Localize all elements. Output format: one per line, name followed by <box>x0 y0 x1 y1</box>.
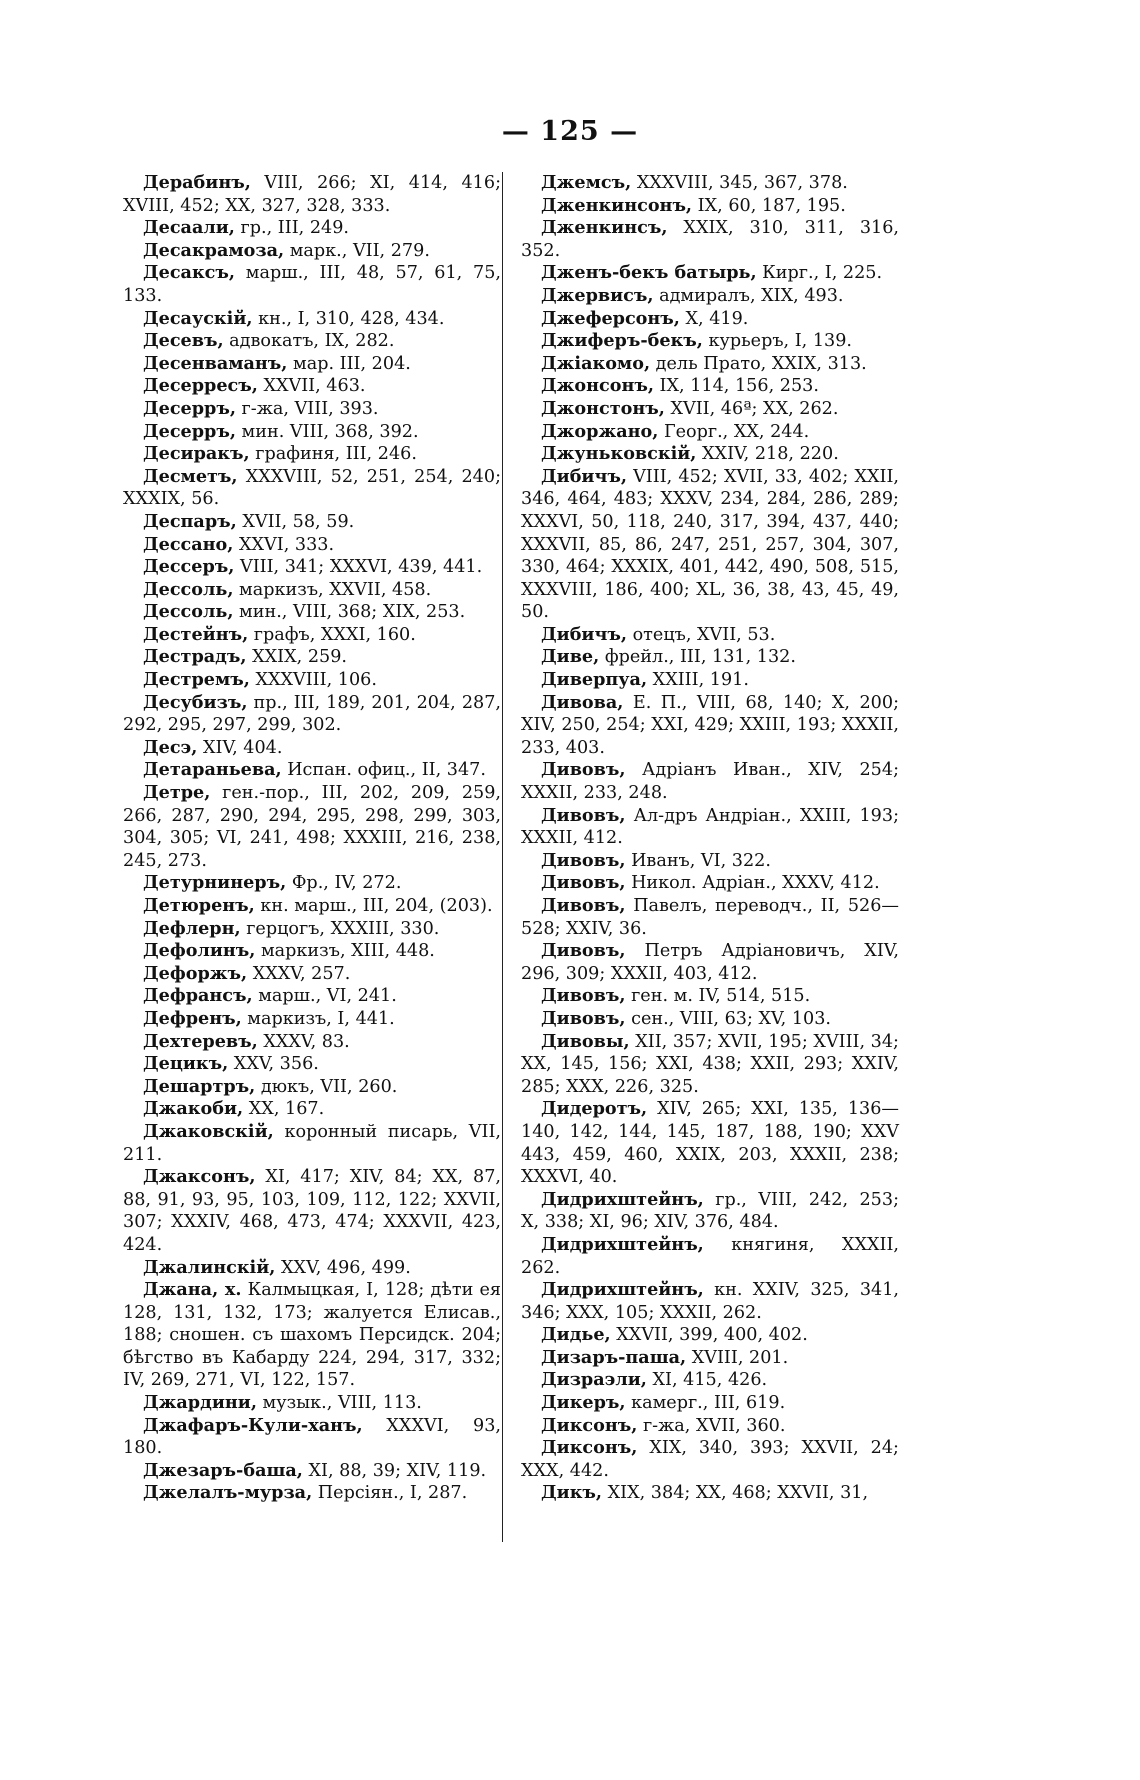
index-entry <box>123 963 501 986</box>
index-entry <box>123 1031 501 1054</box>
entry-references: гр., III, 249. <box>234 218 349 239</box>
entry-references: дюкъ, VII, 260. <box>255 1076 398 1097</box>
entry-references: XXXV, 83. <box>257 1031 350 1052</box>
index-entry <box>521 850 899 873</box>
entry-references: Ал-дръ Андріан., XXIII, 193; XXXII, 412. <box>521 805 899 849</box>
entry-headword: Джуньковскій, <box>541 443 697 465</box>
index-entry <box>123 172 501 217</box>
entry-headword: Дефлерн, <box>143 917 241 939</box>
index-entry <box>521 195 899 218</box>
index-entry <box>123 308 501 331</box>
entry-headword: Дидье, <box>541 1324 611 1346</box>
entry-references: герцогъ, XXXIII, 330. <box>240 918 440 939</box>
entry-references: адвокатъ, IX, 282. <box>223 331 395 352</box>
entry-references: ген. м. IV, 514, 515. <box>625 986 811 1007</box>
entry-headword: Десиракъ, <box>143 443 250 465</box>
index-entry <box>521 1008 899 1031</box>
entry-references: Фр., IV, 272. <box>286 873 402 894</box>
index-entry <box>521 353 899 376</box>
entry-headword: Дибичъ, <box>541 465 627 487</box>
entry-references: XIV, 404. <box>197 737 283 758</box>
entry-references: XI, 88, 39; XIV, 119. <box>302 1460 487 1481</box>
entry-references: XI, 417; XIV, 84; XX, 87, 88, 91, 93, 95, 103, 109, 112, 122; XXVII, 307; XXXIV, 468, 473, 474; XXXVII, 423, 424. <box>123 1167 501 1255</box>
entry-headword: Дибичъ, <box>541 623 627 645</box>
index-entry <box>521 1098 899 1188</box>
index-entry <box>521 646 899 669</box>
entry-headword: Джеферсонъ, <box>541 307 680 329</box>
entry-headword: Десевъ, <box>143 330 224 352</box>
entry-headword: Десенваманъ, <box>143 352 288 374</box>
index-entry <box>123 1415 501 1460</box>
index-entry <box>521 1369 899 1392</box>
index-entry <box>521 466 899 624</box>
entry-headword: Десэ, <box>143 736 198 758</box>
entry-headword: Дивовъ, <box>541 985 626 1007</box>
index-entry <box>123 1279 501 1392</box>
entry-references: XXXV, 257. <box>247 963 351 984</box>
entry-references: коронный писарь, VII, 211. <box>123 1121 501 1165</box>
index-entry <box>521 805 899 850</box>
entry-headword: Дизраэли, <box>541 1369 647 1391</box>
entry-headword: Дессоль, <box>143 601 234 623</box>
entry-references: Павелъ, переводч., II, 526—528; XXIV, 36. <box>521 896 899 939</box>
index-entry <box>521 1415 899 1438</box>
entry-references: кн. марш., III, 204, (203). <box>254 896 493 916</box>
index-entry <box>521 1437 899 1482</box>
entry-headword: Джаксонъ, <box>143 1166 256 1188</box>
index-entry <box>123 556 501 579</box>
index-entry <box>521 1279 899 1324</box>
entry-references: XXV, 496, 499. <box>275 1257 411 1278</box>
index-entry <box>521 1189 899 1234</box>
entry-headword: Дестремъ, <box>143 669 250 691</box>
entry-headword: Дженкинсонъ, <box>541 194 693 216</box>
entry-references: мар. III, 204. <box>287 353 411 374</box>
entry-references: Кирг., I, 225. <box>756 263 883 284</box>
entry-references: XXIV, 218, 220. <box>696 444 839 465</box>
entry-references: XIV, 265; XXI, 135, 136—140, 142, 144, 145, 187, 188, 190; XXV 443, 459, 460, XXIX, 203, XXXII, 238; XXXVI, 40. <box>521 1099 899 1188</box>
entry-headword: Десаускій, <box>143 307 253 329</box>
entry-headword: Джиферъ-бекъ, <box>541 330 703 352</box>
index-entry <box>123 330 501 353</box>
entry-references: Петръ Адріановичъ, XIV, 296, 309; XXXII, 403, 412. <box>521 941 899 984</box>
entry-references: дель Прато, XXIX, 313. <box>650 353 867 374</box>
index-entry <box>123 1482 501 1505</box>
entry-headword: Дидрихштейнъ, <box>541 1279 704 1301</box>
index-entry <box>123 375 501 398</box>
index-entry <box>521 262 899 285</box>
index-entry <box>123 534 501 557</box>
index-entry <box>123 511 501 534</box>
entry-headword: Джафаръ-Кули-ханъ, <box>143 1414 363 1436</box>
index-entry <box>123 240 501 263</box>
index-entry <box>521 759 899 804</box>
entry-headword: Десметъ, <box>143 465 238 487</box>
entry-references: камерг., III, 619. <box>625 1393 786 1414</box>
index-entry <box>521 443 899 466</box>
entry-headword: Джемсъ, <box>541 172 632 193</box>
entry-headword: Дивовъ, <box>541 804 626 826</box>
index-entry <box>123 1008 501 1031</box>
entry-references: XXIX, 259. <box>246 647 347 668</box>
entry-references: графиня, III, 246. <box>249 444 417 465</box>
index-entry <box>123 872 501 895</box>
entry-references: XIX, 340, 393; XXVII, 24; XXX, 442. <box>521 1438 899 1481</box>
entry-references: марк., VII, 279. <box>284 240 430 261</box>
entry-references: марш., III, 48, 57, 61, 75, 133. <box>123 263 501 306</box>
entry-headword: Джонсонъ, <box>541 375 654 397</box>
entry-references: графъ, XXXI, 160. <box>248 624 416 645</box>
index-entry <box>123 579 501 602</box>
entry-headword: Дивовъ, <box>541 849 626 871</box>
entry-references: XI, 415, 426. <box>646 1370 768 1391</box>
index-entry <box>521 895 899 940</box>
entry-headword: Джіакомо, <box>541 352 651 374</box>
index-entry <box>123 601 501 624</box>
index-entry <box>123 895 501 918</box>
left-column <box>123 172 501 1505</box>
entry-references: XVIII, 201. <box>686 1347 789 1368</box>
entry-headword: Дизаръ-паша, <box>541 1346 687 1368</box>
index-entry <box>521 872 899 895</box>
entry-headword: Дерабинъ, <box>143 172 251 193</box>
index-entry <box>123 985 501 1008</box>
entry-headword: Дивовъ, <box>541 1007 626 1029</box>
entry-references: XXV, 356. <box>228 1054 319 1075</box>
index-entry <box>521 398 899 421</box>
entry-references: XXXVIII, 345, 367, 378. <box>631 173 848 193</box>
entry-references: XXXVIII, 52, 251, 254, 240; XXXIX, 56. <box>123 466 501 510</box>
entry-references: Испан. офиц., II, 347. <box>281 760 486 781</box>
index-entry <box>521 624 899 647</box>
entry-references: XXIX, 310, 311, 316, 352. <box>521 218 899 261</box>
entry-references: Персіян., I, 287. <box>312 1483 468 1504</box>
entry-references: фрейл., III, 131, 132. <box>599 647 796 668</box>
entry-references: XVII, 58, 59. <box>236 511 355 532</box>
entry-references: гр., VIII, 242, 253; X, 338; XI, 96; XIV, 376, 484. <box>521 1189 899 1233</box>
entry-references: XXXVI, 93, 180. <box>123 1415 501 1459</box>
index-entry <box>123 737 501 760</box>
index-entry <box>521 985 899 1008</box>
entry-headword: Дидеротъ, <box>541 1098 648 1120</box>
entry-references: Адріанъ Иван., XIV, 254; XXXII, 233, 248. <box>521 760 899 804</box>
entry-headword: Дидрихштейнъ, <box>541 1188 704 1210</box>
entry-references: адмиралъ, XIX, 493. <box>653 285 844 306</box>
index-entry <box>123 353 501 376</box>
index-entry <box>521 669 899 692</box>
entry-references: IX, 114, 156, 253. <box>653 376 819 397</box>
index-entry <box>123 918 501 941</box>
index-entry <box>123 1392 501 1415</box>
index-entry <box>123 692 501 737</box>
entry-references: IX, 60, 187, 195. <box>692 195 846 216</box>
entry-headword: Дженъ-бекъ батырь, <box>541 262 757 284</box>
index-entry <box>123 398 501 421</box>
entry-headword: Детре, <box>143 782 211 804</box>
entry-headword: Десубизъ, <box>143 691 248 713</box>
entry-headword: Десаали, <box>143 217 235 239</box>
index-entry <box>521 1347 899 1370</box>
entry-headword: Дефоржъ, <box>143 962 248 984</box>
entry-headword: Дешартръ, <box>143 1075 256 1097</box>
entry-references: маркизъ, XIII, 448. <box>255 941 435 962</box>
index-entry <box>521 330 899 353</box>
entry-headword: Джервисъ, <box>541 284 654 306</box>
index-entry <box>521 1031 899 1099</box>
index-entry <box>521 1482 899 1505</box>
entry-headword: Диксонъ, <box>541 1437 638 1459</box>
index-entry <box>123 1121 501 1166</box>
entry-headword: Дивова, <box>541 691 624 713</box>
entry-headword: Дивовы, <box>541 1030 630 1052</box>
index-entry <box>123 782 501 872</box>
entry-headword: Десаксъ, <box>143 262 235 284</box>
entry-headword: Диве, <box>541 646 600 668</box>
entry-references: отецъ, XVII, 53. <box>626 624 776 645</box>
index-entry <box>521 940 899 985</box>
entry-references: Е. П., VIII, 68, 140; X, 200; XIV, 250, 254; XXI, 429; XXIII, 193; XXXII, 233, 403. <box>521 692 899 758</box>
index-entry <box>123 1460 501 1483</box>
entry-references: XXVII, 463. <box>257 376 366 397</box>
entry-references: кн. XXIV, 325, 341, 346; XXX, 105; XXXII, 262. <box>521 1280 899 1323</box>
index-entry <box>123 1076 501 1099</box>
entry-headword: Джана, х. <box>143 1279 242 1301</box>
entry-headword: Джардини, <box>143 1392 257 1414</box>
index-entry <box>123 669 501 692</box>
entry-references: г-жа, VIII, 393. <box>235 398 379 419</box>
column-divider <box>502 172 503 1542</box>
entry-headword: Дефренъ, <box>143 1007 242 1029</box>
entry-headword: Дефрансъ, <box>143 985 253 1007</box>
entry-headword: Джонстонъ, <box>541 397 665 419</box>
index-entry <box>123 1053 501 1076</box>
right-column <box>521 172 899 1505</box>
index-entry <box>521 692 899 760</box>
entry-references: XXXVIII, 106. <box>249 670 377 691</box>
entry-references: X, 419. <box>679 308 749 329</box>
entry-headword: Деспаръ, <box>143 510 237 532</box>
entry-headword: Децикъ, <box>143 1053 229 1075</box>
index-entry <box>123 1257 501 1280</box>
entry-references: VIII, 452; XVII, 33, 402; XXII, 346, 464, 483; XXXV, 234, 284, 286, 289; XXXVI, 50, 118, 240, 317, 394, 437, 440; XXXVII, 85, 86, 247, 251, 257, 304, 307, 330, 464; XXXIX, 401, 442, 490, 508, 515, XXXVIII, 186, 400; XL, 36, 38, 43, 45, 49, 50. <box>521 466 899 623</box>
entry-references: XXIII, 191. <box>647 670 749 691</box>
index-entry <box>521 172 899 195</box>
entry-headword: Дивовъ, <box>541 895 626 916</box>
entry-references: г-жа, XVII, 360. <box>637 1415 786 1436</box>
entry-references: Никол. Адріан., XXXV, 412. <box>625 873 880 894</box>
index-entry <box>123 624 501 647</box>
entry-references: сен., VIII, 63; XV, 103. <box>625 1008 832 1029</box>
entry-headword: Дикъ, <box>541 1482 603 1504</box>
index-entry <box>521 1324 899 1347</box>
entry-headword: Дивовъ, <box>541 940 626 962</box>
page-number: — 125 — <box>501 116 639 147</box>
entry-references: XIX, 384; XX, 468; XXVII, 31, <box>602 1483 869 1504</box>
entry-headword: Джакоби, <box>143 1098 244 1120</box>
entry-references: музык., VIII, 113. <box>256 1393 422 1414</box>
index-entry <box>521 421 899 444</box>
entry-headword: Дестрадъ, <box>143 646 247 668</box>
entry-references: пр., III, 189, 201, 204, 287, 292, 295, 297, 299, 302. <box>123 692 501 736</box>
entry-references: Калмыцкая, I, 128; дѣти ея 128, 131, 132, 173; жалуется Елисав., 188; сношен. съ шахомъ Персидск. 204; бѣгство въ Кабарду 224, 294, 317, 332; IV, 269, 271, VI, 122, 157. <box>123 1280 502 1391</box>
entry-headword: Дидрихштейнъ, <box>541 1233 704 1255</box>
index-entry <box>123 1098 501 1121</box>
entry-references: курьеръ, I, 139. <box>702 331 853 352</box>
index-entry <box>521 308 899 331</box>
index-entry <box>521 375 899 398</box>
entry-references: XII, 357; XVII, 195; XVIII, 34; XX, 145, 156; XXI, 438; XXII, 293; XXIV, 285; XXX, 226, 325. <box>521 1031 899 1097</box>
index-entry <box>123 1166 501 1256</box>
entry-references: маркизъ, XXVII, 458. <box>233 579 432 600</box>
index-entry <box>521 1392 899 1415</box>
entry-references: XX, 167. <box>243 1099 325 1120</box>
entry-references: VIII, 266; XI, 414, 416; XVIII, 452; XX, 327, 328, 333. <box>123 173 501 216</box>
entry-headword: Джаковскій, <box>143 1120 274 1142</box>
entry-headword: Джелалъ-мурза, <box>143 1482 313 1504</box>
entry-references: VIII, 341; XXXVI, 439, 441. <box>234 557 483 578</box>
entry-headword: Дессано, <box>143 533 234 555</box>
entry-headword: Джезаръ-баша, <box>143 1459 303 1481</box>
index-entry <box>123 646 501 669</box>
entry-headword: Десерръ, <box>143 420 236 442</box>
entry-references: кн., I, 310, 428, 434. <box>252 308 445 329</box>
entry-headword: Детюренъ, <box>143 895 255 916</box>
index-entry <box>123 759 501 782</box>
entry-references: маркизъ, I, 441. <box>241 1008 395 1029</box>
entry-references: княгиня, XXXII, 262. <box>521 1234 899 1278</box>
index-entry <box>123 443 501 466</box>
entry-headword: Джалинскій, <box>143 1256 276 1278</box>
entry-headword: Дикеръ, <box>541 1392 626 1414</box>
entry-references: XXVII, 399, 400, 402. <box>610 1325 808 1346</box>
index-entry <box>123 940 501 963</box>
entry-references: XXVI, 333. <box>233 534 335 555</box>
index-entry <box>521 285 899 308</box>
entry-headword: Диксонъ, <box>541 1414 638 1436</box>
entry-references: XVII, 46ª; XX, 262. <box>664 398 839 419</box>
entry-headword: Дивовъ, <box>541 872 626 894</box>
entry-headword: Дессеръ, <box>143 556 235 578</box>
index-entry <box>123 421 501 444</box>
entry-headword: Десерресъ, <box>143 375 258 397</box>
entry-references: мин. VIII, 368, 392. <box>235 421 419 442</box>
index-entry <box>521 1234 899 1279</box>
entry-headword: Дехтеревъ, <box>143 1030 258 1052</box>
entry-headword: Десерръ, <box>143 397 236 419</box>
entry-references: марш., VI, 241. <box>252 986 397 1007</box>
entry-headword: Детараньева, <box>143 759 282 781</box>
entry-headword: Дивовъ, <box>541 759 626 781</box>
index-entry <box>521 217 899 262</box>
entry-headword: Дефолинъ, <box>143 940 256 962</box>
entry-headword: Диверпуа, <box>541 669 648 691</box>
entry-headword: Дессоль, <box>143 578 234 600</box>
entry-headword: Десакрамоза, <box>143 239 285 261</box>
index-entry <box>123 217 501 240</box>
index-entry <box>123 466 501 511</box>
entry-references: мин., VIII, 368; XIX, 253. <box>233 602 466 623</box>
entry-headword: Детурнинеръ, <box>143 872 287 894</box>
entry-headword: Джоржано, <box>541 420 659 442</box>
entry-references: ген.-пор., III, 202, 209, 259, 266, 287, 290, 294, 295, 298, 299, 303, 304, 305; VI, 241, 498; XXXIII, 216, 238, 245, 273. <box>123 783 501 871</box>
entry-headword: Дженкинсъ, <box>541 217 668 239</box>
entry-references: Иванъ, VI, 322. <box>625 850 771 871</box>
entry-references: Георг., XX, 244. <box>658 421 810 442</box>
index-entry <box>123 262 501 307</box>
entry-headword: Дестейнъ, <box>143 623 249 645</box>
